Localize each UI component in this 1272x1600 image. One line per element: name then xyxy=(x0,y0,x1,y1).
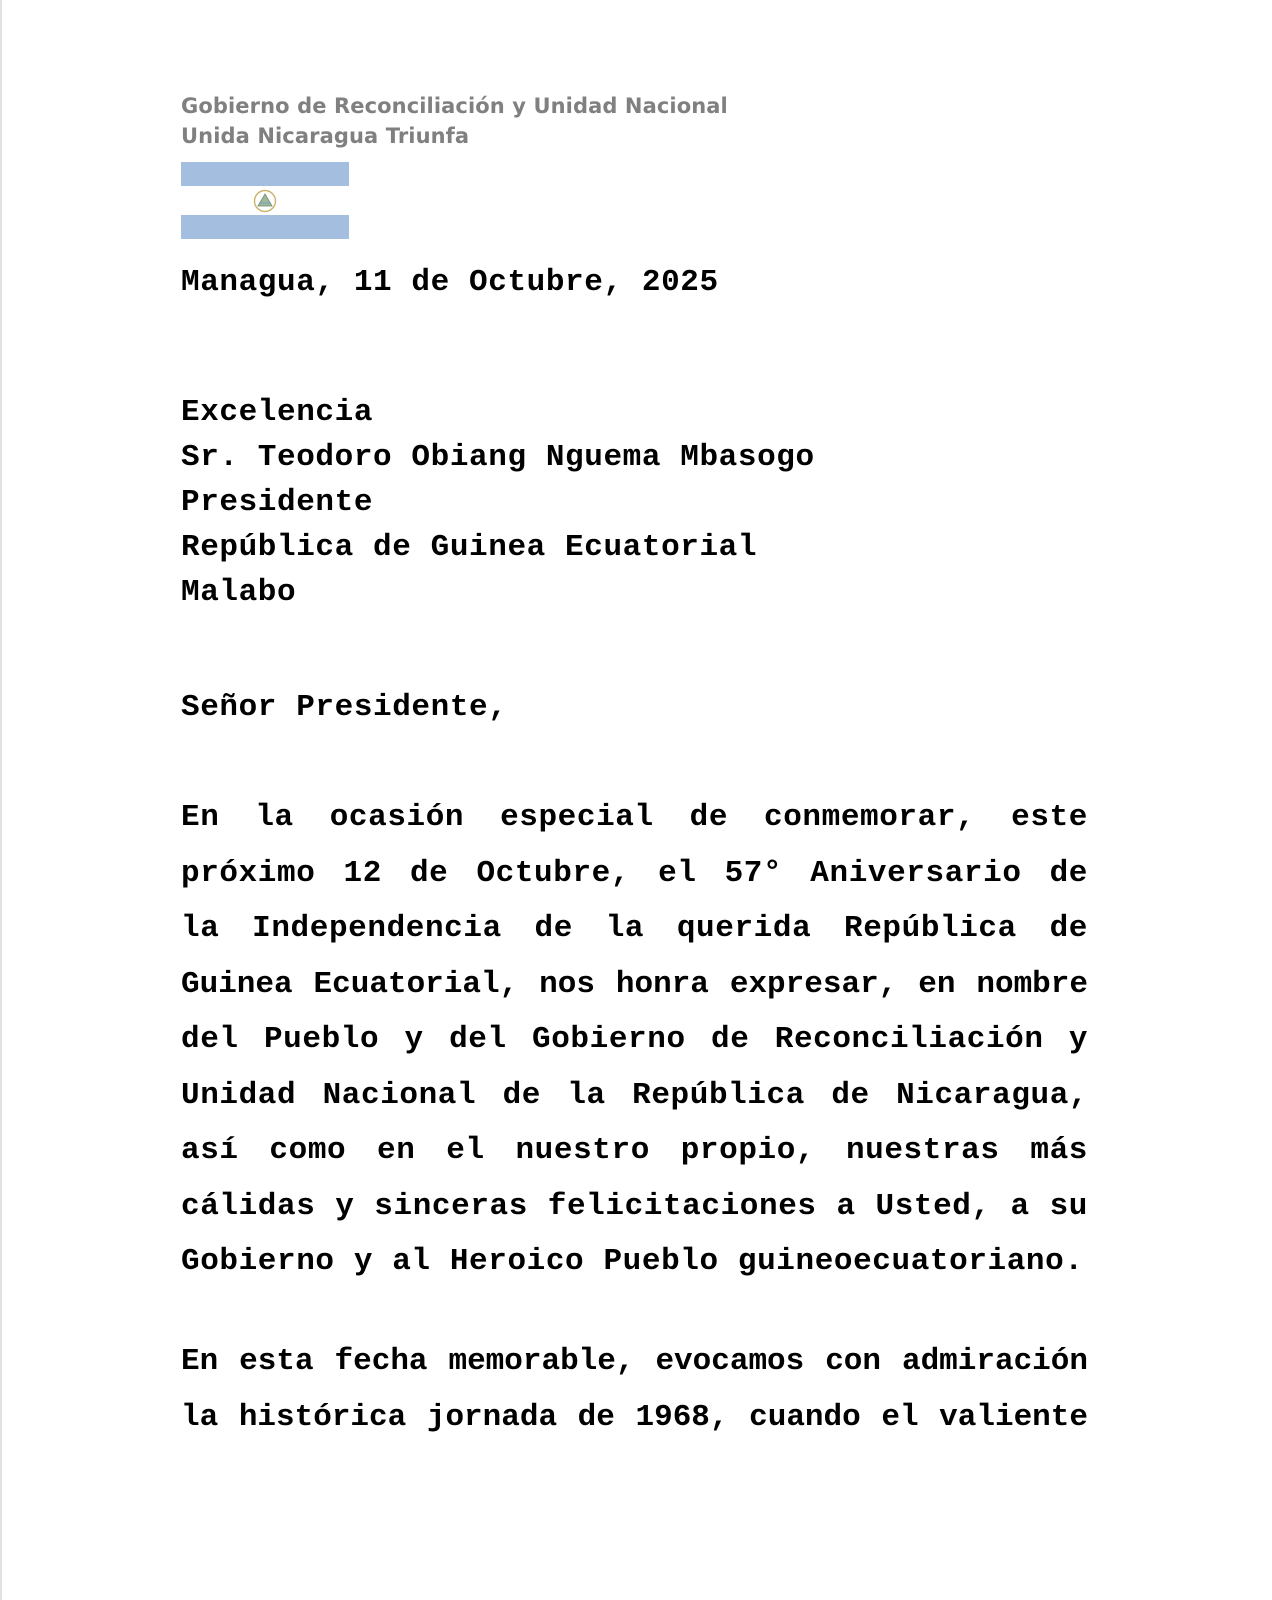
paragraph-line: del Pueblo y del Gobierno de Reconciliación y xyxy=(181,1022,1088,1057)
addressee-position: Presidente xyxy=(181,485,374,520)
flag-stripe-top xyxy=(181,162,349,186)
paragraph-line: así como en el nuestro propio, nuestras más xyxy=(181,1133,1088,1168)
addressee-country: República de Guinea Ecuatorial xyxy=(181,530,758,565)
page-edge xyxy=(0,0,2,1600)
salutation: Señor Presidente, xyxy=(181,690,508,725)
coat-of-arms-icon xyxy=(250,189,280,213)
paragraph-line: cálidas y sinceras felicitaciones a Usted, a su xyxy=(181,1188,1088,1224)
letter-date: Managua, 11 de Octubre, 2025 xyxy=(181,265,719,300)
government-name: Gobierno de Reconciliación y Unidad Nacional xyxy=(181,94,728,118)
paragraph-history xyxy=(181,1334,1088,1445)
addressee-name: Sr. Teodoro Obiang Nguema Mbasogo xyxy=(181,440,815,475)
paragraph-line: Unidad Nacional de la República de Nicaragua, xyxy=(181,1077,1088,1113)
paragraph-congratulations xyxy=(181,790,1088,1290)
government-slogan: Unida Nicaragua Triunfa xyxy=(181,124,470,148)
paragraph-line: la histórica jornada de 1968, cuando el valiente xyxy=(181,1399,1088,1435)
government-header xyxy=(181,91,728,151)
addressee-city: Malabo xyxy=(181,575,297,610)
addressee-title: Excelencia xyxy=(181,395,374,430)
addressee-block xyxy=(181,390,815,615)
paragraph-line: Guinea Ecuatorial, nos honra expresar, en nombre xyxy=(181,966,1088,1002)
paragraph-line: la Independencia de la querida República de xyxy=(181,911,1088,946)
paragraph-line: Gobierno y al Heroico Pueblo guineoecuatoriano. xyxy=(181,1244,1084,1279)
paragraph-line: próximo 12 de Octubre, el 57° Aniversario de xyxy=(181,855,1088,891)
nicaragua-flag-icon xyxy=(181,162,349,239)
paragraph-line: En la ocasión especial de conmemorar, este xyxy=(181,800,1088,835)
flag-stripe-bottom xyxy=(181,215,349,239)
paragraph-line: En esta fecha memorable, evocamos con admiración xyxy=(181,1344,1088,1379)
